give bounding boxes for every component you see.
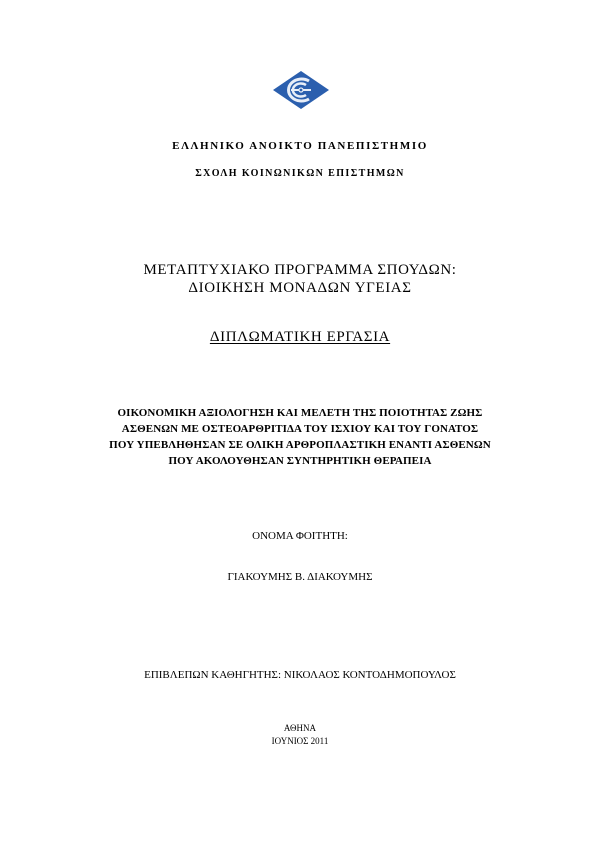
university-logo-icon (272, 70, 330, 110)
thesis-title-line-4: ΠΟΥ ΑΚΟΛΟΥΘΗΣΑΝ ΣΥΝΤΗΡΗΤΙΚΗ ΘΕΡΑΠΕΙΑ (168, 455, 432, 467)
document-type-label: ΔΙΠΛΩΜΑΤΙΚΗ ΕΡΓΑΣΙΑ (209, 329, 391, 345)
city: ΑΘΗΝΑ (283, 723, 317, 733)
program-title-line-2: ΔΙΟΙΚΗΣΗ ΜΟΝΑΔΩΝ ΥΓΕΙΑΣ (188, 280, 412, 296)
school-name: ΣΧΟΛΗ ΚΟΙΝΩΝΙΚΩΝ ΕΠΙΣΤΗΜΩΝ (195, 168, 405, 179)
thesis-title-line-1: ΟΙΚΟΝΟΜΙΚΗ ΑΞΙΟΛΟΓΗΣΗ ΚΑΙ ΜΕΛΕΤΗ ΤΗΣ ΠΟΙΟΤΗΤΑΣ ΖΩΗΣ (117, 407, 483, 419)
student-name: ΓΙΑΚΟΥΜΗΣ Β. ΔΙΑΚΟΥΜΗΣ (227, 571, 373, 583)
thesis-title-line-3: ΠΟΥ ΥΠΕΒΛΗΘΗΣΑΝ ΣΕ ΟΛΙΚΗ ΑΡΘΡΟΠΛΑΣΤΙΚΗ ΕΝΑΝΤΙ ΑΣΘΕΝΩΝ (109, 439, 491, 451)
university-name: ΕΛΛΗΝΙΚΟ ΑΝΟΙΚΤΟ ΠΑΝΕΠΙΣΤΗΜΙΟ (172, 140, 428, 152)
date: ΙΟΥΝΙΟΣ 2011 (271, 736, 329, 746)
student-label: ΟΝΟΜΑ ΦΟΙΤΗΤΗ: (252, 530, 348, 542)
program-title-line-1: ΜΕΤΑΠΤΥΧΙΑΚΟ ΠΡΟΓΡΑΜΜΑ ΣΠΟΥΔΩΝ: (143, 262, 457, 278)
thesis-title-line-2: ΑΣΘΕΝΩΝ ΜΕ ΟΣΤΕΟΑΡΘΡΙΤΙΔΑ ΤΟΥ ΙΣΧΙΟΥ ΚΑΙ ΤΟΥ ΓΟΝΑΤΟΣ (121, 423, 479, 435)
supervisor: ΕΠΙΒΛΕΠΩΝ ΚΑΘΗΓΗΤΗΣ: ΝΙΚΟΛΑΟΣ ΚΟΝΤΟΔΗΜΟΠΟΥΛΟΣ (144, 669, 456, 681)
document-type (0, 329, 600, 346)
